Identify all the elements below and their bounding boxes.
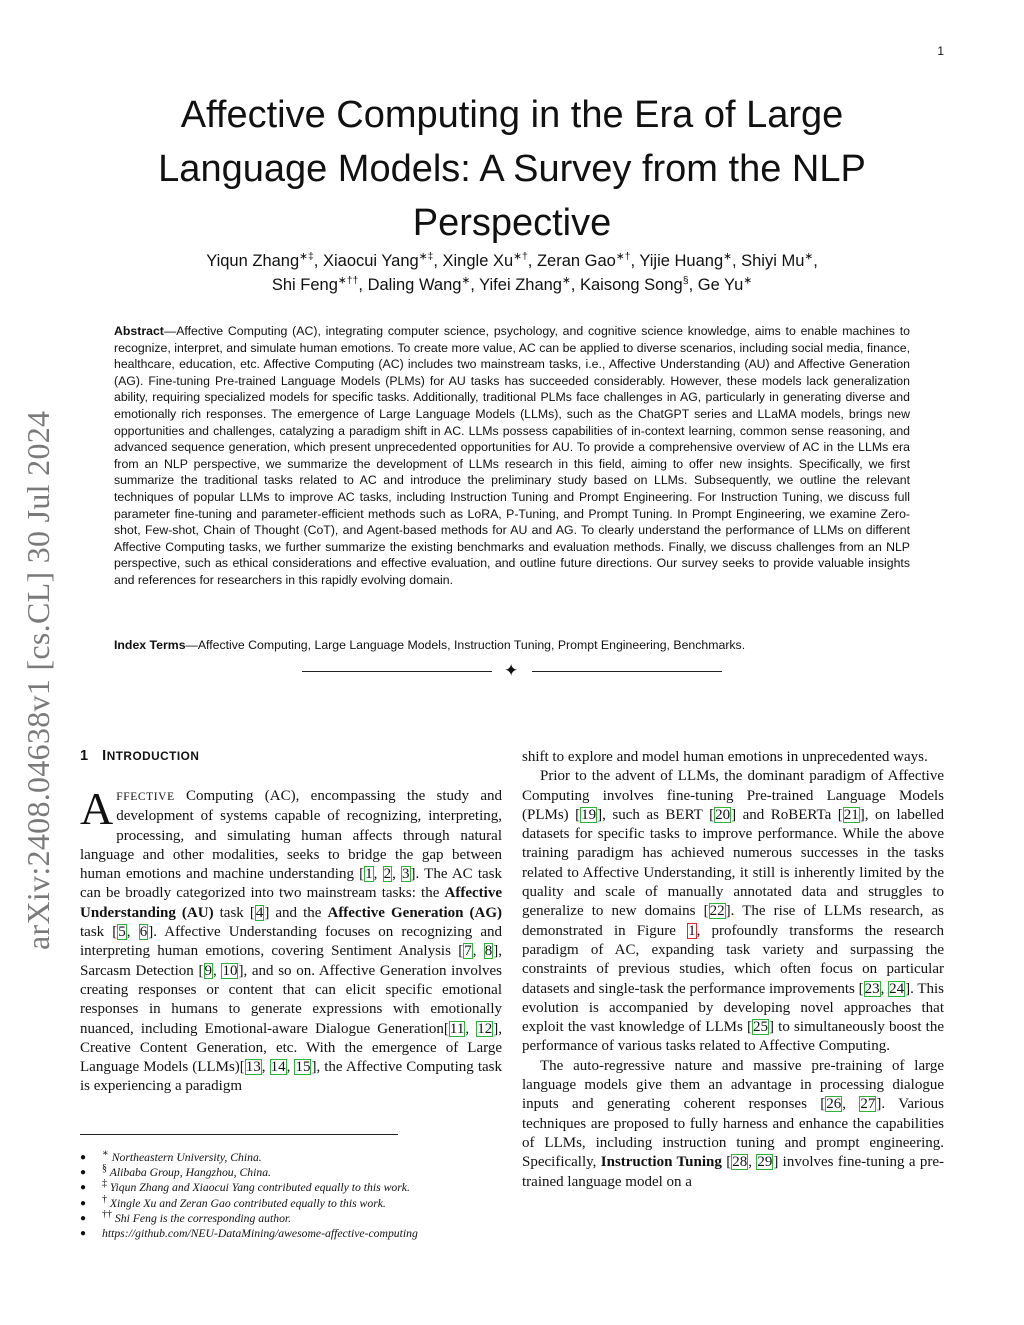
author-name: Shiyi Mu [741,252,805,270]
citation-link[interactable]: 27 [860,1096,876,1113]
drop-cap: A [80,783,114,834]
author-name: Kaisong Song [579,276,683,294]
separator-line-right [532,671,722,672]
author-name: Shi Feng [271,276,338,294]
citation-link[interactable]: 5 [118,924,126,941]
body-text: . This evolution is accompanied by developing novel approaches that exploit the vast knowledge of LLMs [522,980,945,1036]
body-text: . Various techniques are proposed to fully harness and enhance the capabilities of LLMs, including instruction tuning and prompt engineering. Specifically, [522,1096,945,1171]
body-text: , Sarcasm Detection [80,943,502,979]
author-name: Yiqun Zhang [206,252,300,270]
author-affiliation-mark: ∗‡ [418,250,434,263]
body-text: , Creative Content Generation, etc. With the emergence of Large Language Models (LLMs) [80,1020,502,1076]
citation-link[interactable]: 28 [732,1154,748,1171]
index-terms [114,637,910,654]
footnote-text: Northeastern University, China. [111,1151,262,1164]
left-column [80,783,503,1097]
separator-diamond-icon: ✦ [504,661,519,680]
intro-paragraph: AFFECTIVE Computing (AC), encompassing the study and development of systems capable of recognizing, interpreting, processing, and simulating human affects through natural language and other modalities, seeks to bridge the gap between human emotions and machine understanding [1, 2, 3]. The AC task can be broadly categorized into two mainstream tasks: the Affective Understanding (AU) task [4] and the Affective Generation (AG) task [5, 6]. Affective Understanding focuses on recognizing and interpreting human emotions, covering Sentiment Analysis [7, 8], Sarcasm Detection [9, 10], and so on. Affective Generation involves creating responses or content that can elicit specific emotional responses in humans to generate expressions with emotionally nuanced, including Emotional-aware Dialogue Generation[11, 12], Creative Content Generation, etc. With the emergence of Large Language Models (LLMs)[13, 14, 15], the Affective Computing task is experiencing a paradigm [80,783,503,1095]
author-affiliation-mark: ∗‡ [299,250,314,263]
right-column [522,748,944,1192]
body-text: task [80,924,113,941]
footnote-item [80,1165,520,1180]
citation-link[interactable]: 12 [477,1020,493,1037]
body-text: Prior to the advent of LLMs, the dominant paradigm of Affective Computing involves fine-tuning Pre-trained Language Models (PLMs) [522,768,944,823]
abstract-label: Abstract [114,324,164,338]
footnote-item [80,1193,520,1211]
author-affiliation-mark: ∗† [513,250,528,263]
citation-link[interactable]: 14 [270,1059,286,1076]
author-affiliation-mark: ∗†† [337,274,359,287]
bullet-icon: ● [80,1197,87,1209]
footnote-text: Alibaba Group, Hangzhou, China. [109,1166,271,1180]
footnote-mark: ‡ [102,1178,107,1190]
footnote-mark: † [102,1193,107,1205]
body-text: Computing (AC), encompassing the study and development of systems capable of recognizing, interpreting, processing, and simulating human affects through natural language and other modalities, seeks to bridge the gap between human emotions and machine understanding [80,788,502,883]
body-text: to simultaneously boost the performance of various tasks related to Affective Computing. [522,1019,944,1055]
citation-link[interactable]: 10 [222,962,238,979]
footnote-mark: § [102,1163,107,1175]
footnote-mark: ∗ [102,1148,109,1160]
footnote-item [80,1150,520,1165]
author-affiliation-mark: ∗ [561,274,571,287]
citation-link[interactable]: 1 [365,866,373,883]
citation-link[interactable]: 8 [484,943,493,960]
footnote-text: Xingle Xu and Zeran Gao contributed equally to this work. [109,1196,386,1210]
author-list: Yiqun Zhang∗‡, Xiaocui Yang∗‡, Xingle Xu∗†, Zeran Gao∗†, Yijie Huang∗, Shiyi Mu∗, Shi Feng∗††, Daling Wang∗, Yifei Zhang∗, Kaisong Song§, Ge Yu∗ [206,250,818,294]
citation-link[interactable]: 29 [757,1154,773,1171]
citation-link[interactable]: 11 [449,1020,465,1037]
bold-term: Affective Understanding (AU) [80,885,502,921]
citation-link[interactable]: 20 [715,806,731,823]
footnote-text: Shi Feng is the corresponding author. [114,1211,292,1225]
citation-link[interactable]: 3 [402,866,410,883]
index-terms-label: Index Terms [114,638,186,652]
author-affiliation-mark: ∗ [804,250,814,263]
citation-link[interactable]: 15 [295,1059,311,1076]
section-heading [80,748,199,764]
author-affiliation-mark: ∗ [743,274,753,287]
author-name: Xingle Xu [442,252,514,270]
abstract [114,323,910,589]
index-terms-text: —Affective Computing, Large Language Models, Instruction Tuning, Prompt Engineering, Benchmarks. [185,638,746,652]
author-affiliation-mark: ∗ [723,250,732,263]
citation-link[interactable]: 21 [843,806,859,823]
citation-link[interactable]: 6 [139,924,148,941]
body-paragraph: The auto-regressive nature and massive pre-training of large language models give them an advantage in processing dialogue inputs and generating coherent responses [26, 27]. Various techniques are proposed to fully harness and enhance the capabilities of LLMs, including instruction tuning and prompt engineering. Specifically, Instruction Tuning [28, 29] involves fine-tuning a pre-trained language model on a [522,1057,945,1190]
body-text: . Affective Understanding focuses on recognizing and interpreting human emotions, covering Sentiment Analysis [80,924,503,960]
citation-link[interactable]: 19 [581,806,597,823]
author-name: Xiaocui Yang [322,252,419,270]
body-text: , such as BERT [602,806,710,823]
section-number: 1 [80,748,89,764]
section-title-initial: I [102,748,107,764]
bullet-icon: ● [80,1212,87,1224]
footnote-item [80,1226,520,1241]
citation-link[interactable]: 9 [204,962,212,979]
small-caps-word: FFECTIVE [116,791,175,803]
footnote-item [80,1180,520,1195]
bold-term: Affective Generation (AG) [327,904,503,921]
repository-link[interactable]: https://github.com/NEU-DataMining/awesome-affective-computing [102,1227,418,1241]
section-title-rest: NTRODUCTION [106,749,200,763]
author-name: Zeran Gao [536,252,616,270]
author-affiliation-mark: ∗ [461,274,471,287]
body-paragraph: Prior to the advent of LLMs, the dominant paradigm of Affective Computing involves fine-tuning Pre-trained Language Models (PLMs) [19], such as BERT [20] and RoBERTa [21], on labelled datasets for specific tasks to improve performance. While the above training paradigm has achieved numerous successes in the tasks related to Affective Understanding, it still is inherently limited by the quality and scale of manually annotated data and struggles to generalize to new domains [22]. The rise of LLMs research, as demonstrated in Figure 1, profoundly transforms the research paradigm of AC, expanding task variety and surpassing the constraints of previous studies, which often focus on particular datasets and single-task the performance improvements [23, 24]. This evolution is accompanied by developing novel approaches that exploit the vast knowledge of LLMs [25] to simultaneously boost the performance of various tasks related to Affective Computing. [522,768,945,1055]
citation-link[interactable]: 25 [752,1019,768,1036]
citation-link[interactable]: 2 [383,866,392,883]
body-text: The auto-regressive nature and massive pre-training of large language models give them an advantage in processing dialogue inputs and generating coherent responses [522,1057,944,1113]
bullet-icon: ● [80,1167,87,1179]
bold-term: Instruction Tuning [600,1154,722,1171]
author-affiliation-mark: § [682,274,689,287]
author-affiliation-mark: ∗† [615,250,631,263]
body-text: , and so on. Affective Generation involves creating responses or content that can elicit specific emotional responses in humans to generate expressions with emotionally nuanced, including Emotional-aware Dialogue Generation [80,962,503,1037]
bullet-icon: ● [80,1152,87,1163]
body-text: , on labelled datasets for specific tasks to improve performance. While the above training paradigm has achieved numerous successes in the tasks related to Affective Understanding, it still is inherently limited by the quality and scale of manually annotated data and struggles to generalize to new domains [522,806,945,920]
footnote-text: Yiqun Zhang and Xiaocui Yang contributed equally to this work. [109,1181,410,1195]
author-name: Yijie Huang [639,252,724,270]
body-text: . The rise of LLMs research, as demonstrated in Figure [522,903,945,939]
author-name: Yifei Zhang [479,276,562,294]
bullet-icon: ● [80,1182,87,1194]
author-name: Ge Yu [697,276,744,294]
abstract-text: —Affective Computing (AC), integrating computer science, psychology, and cognitive science knowledge, aims to enable machines to recognize, interpret, and simulate human emotions. To create more value, AC can be applied to diverse scenarios, including social media, finance, healthcare, education, etc. Affective Computing (AC) includes two mainstream tasks, i.e., Affective Understanding (AU) and Affective Generation (AG). Fine-tuning Pre-trained Language Models (PLMs) for AU tasks has succeeded considerably. However, these models lack generalization ability, requiring specialized models for specific tasks. Additionally, traditional PLMs face challenges in AG, particularly in generating diverse and emotionally rich responses. The emergence of Large Language Models (LLMs), such as the ChatGPT series and LLaMA models, brings new opportunities and challenges, catalyzing a paradigm shift in AC. LLMs possess capabilities of in-context learning, common sense reasoning, and advanced sequence generation, which present unprecedented opportunities for AU. To provide a comprehensive overview of AC in the LLMs era from an NLP perspective, we summarize the development of LLMs research in this field, aiming to offer new insights. Specifically, we first summarize the traditional tasks related to AC and introduce the preliminary study based on LLMs. Subsequently, we outline the relevant techniques of popular LLMs to improve AC tasks, including Instruction Tuning and Prompt Engineering. For Instruction Tuning, we discuss full parameter fine-tuning and parameter-efficient methods such as LoRA, P-Tuning, and Prompt Tuning. In Prompt Engineering, we examine Zero-shot, Few-shot, Chain of Thought (CoT), and Agent-based methods for AU and AG. To clearly understand the performance of LLMs on different Affective Computing tasks, we further summarize the existing benchmarks and evaluation methods. Finally, we discuss challenges from an NLP perspective, such as ethical considerations and effective evaluation, and outline future directions. Our survey seeks to provide valuable insights and references for researchers in this rapidly evolving domain. [114,324,910,587]
body-text: . The AC task can be broadly categorized into two mainstream tasks: the [80,866,503,902]
citation-link[interactable]: 26 [826,1096,842,1113]
citation-link[interactable]: 7 [464,943,472,960]
figure-link[interactable]: 1 [688,922,696,939]
arxiv-identifier-stamp: arXiv:2408.04638v1 [cs.CL] 30 Jul 2024 [20,410,56,950]
body-paragraph: shift to explore and model human emotions in unprecedented ways. [522,749,928,765]
page-number: 1 [937,44,944,58]
footnote-rule [80,1134,398,1135]
citation-link[interactable]: 22 [709,903,725,920]
body-text: and the [269,904,328,921]
citation-link[interactable]: 24 [889,980,905,997]
paper-title: Affective Computing in the Era of Large Language Models: A Survey from the NLP Perspective [158,94,866,244]
footnote-mark: †† [102,1208,112,1220]
footnote-item [80,1208,520,1226]
body-text: and RoBERTa [736,806,838,823]
citation-link[interactable]: 4 [255,904,264,921]
body-text: , the Affective Computing task is experiencing a paradigm [80,1059,503,1095]
bullet-icon: ● [80,1228,87,1240]
body-text: task [213,904,250,921]
body-text: , profoundly transforms the research paradigm of AC, expanding task variety and surpassing the constraints of previous studies, which often focus on particular datasets and single-task the performance improvements [522,922,944,997]
body-text: involves fine-tuning a pre-trained language model on a [522,1154,944,1190]
citation-link[interactable]: 23 [864,980,880,997]
citation-link[interactable]: 13 [245,1059,261,1076]
footnotes-list [80,1150,520,1241]
author-name: Daling Wang [367,276,462,294]
separator-line-left [302,671,492,672]
